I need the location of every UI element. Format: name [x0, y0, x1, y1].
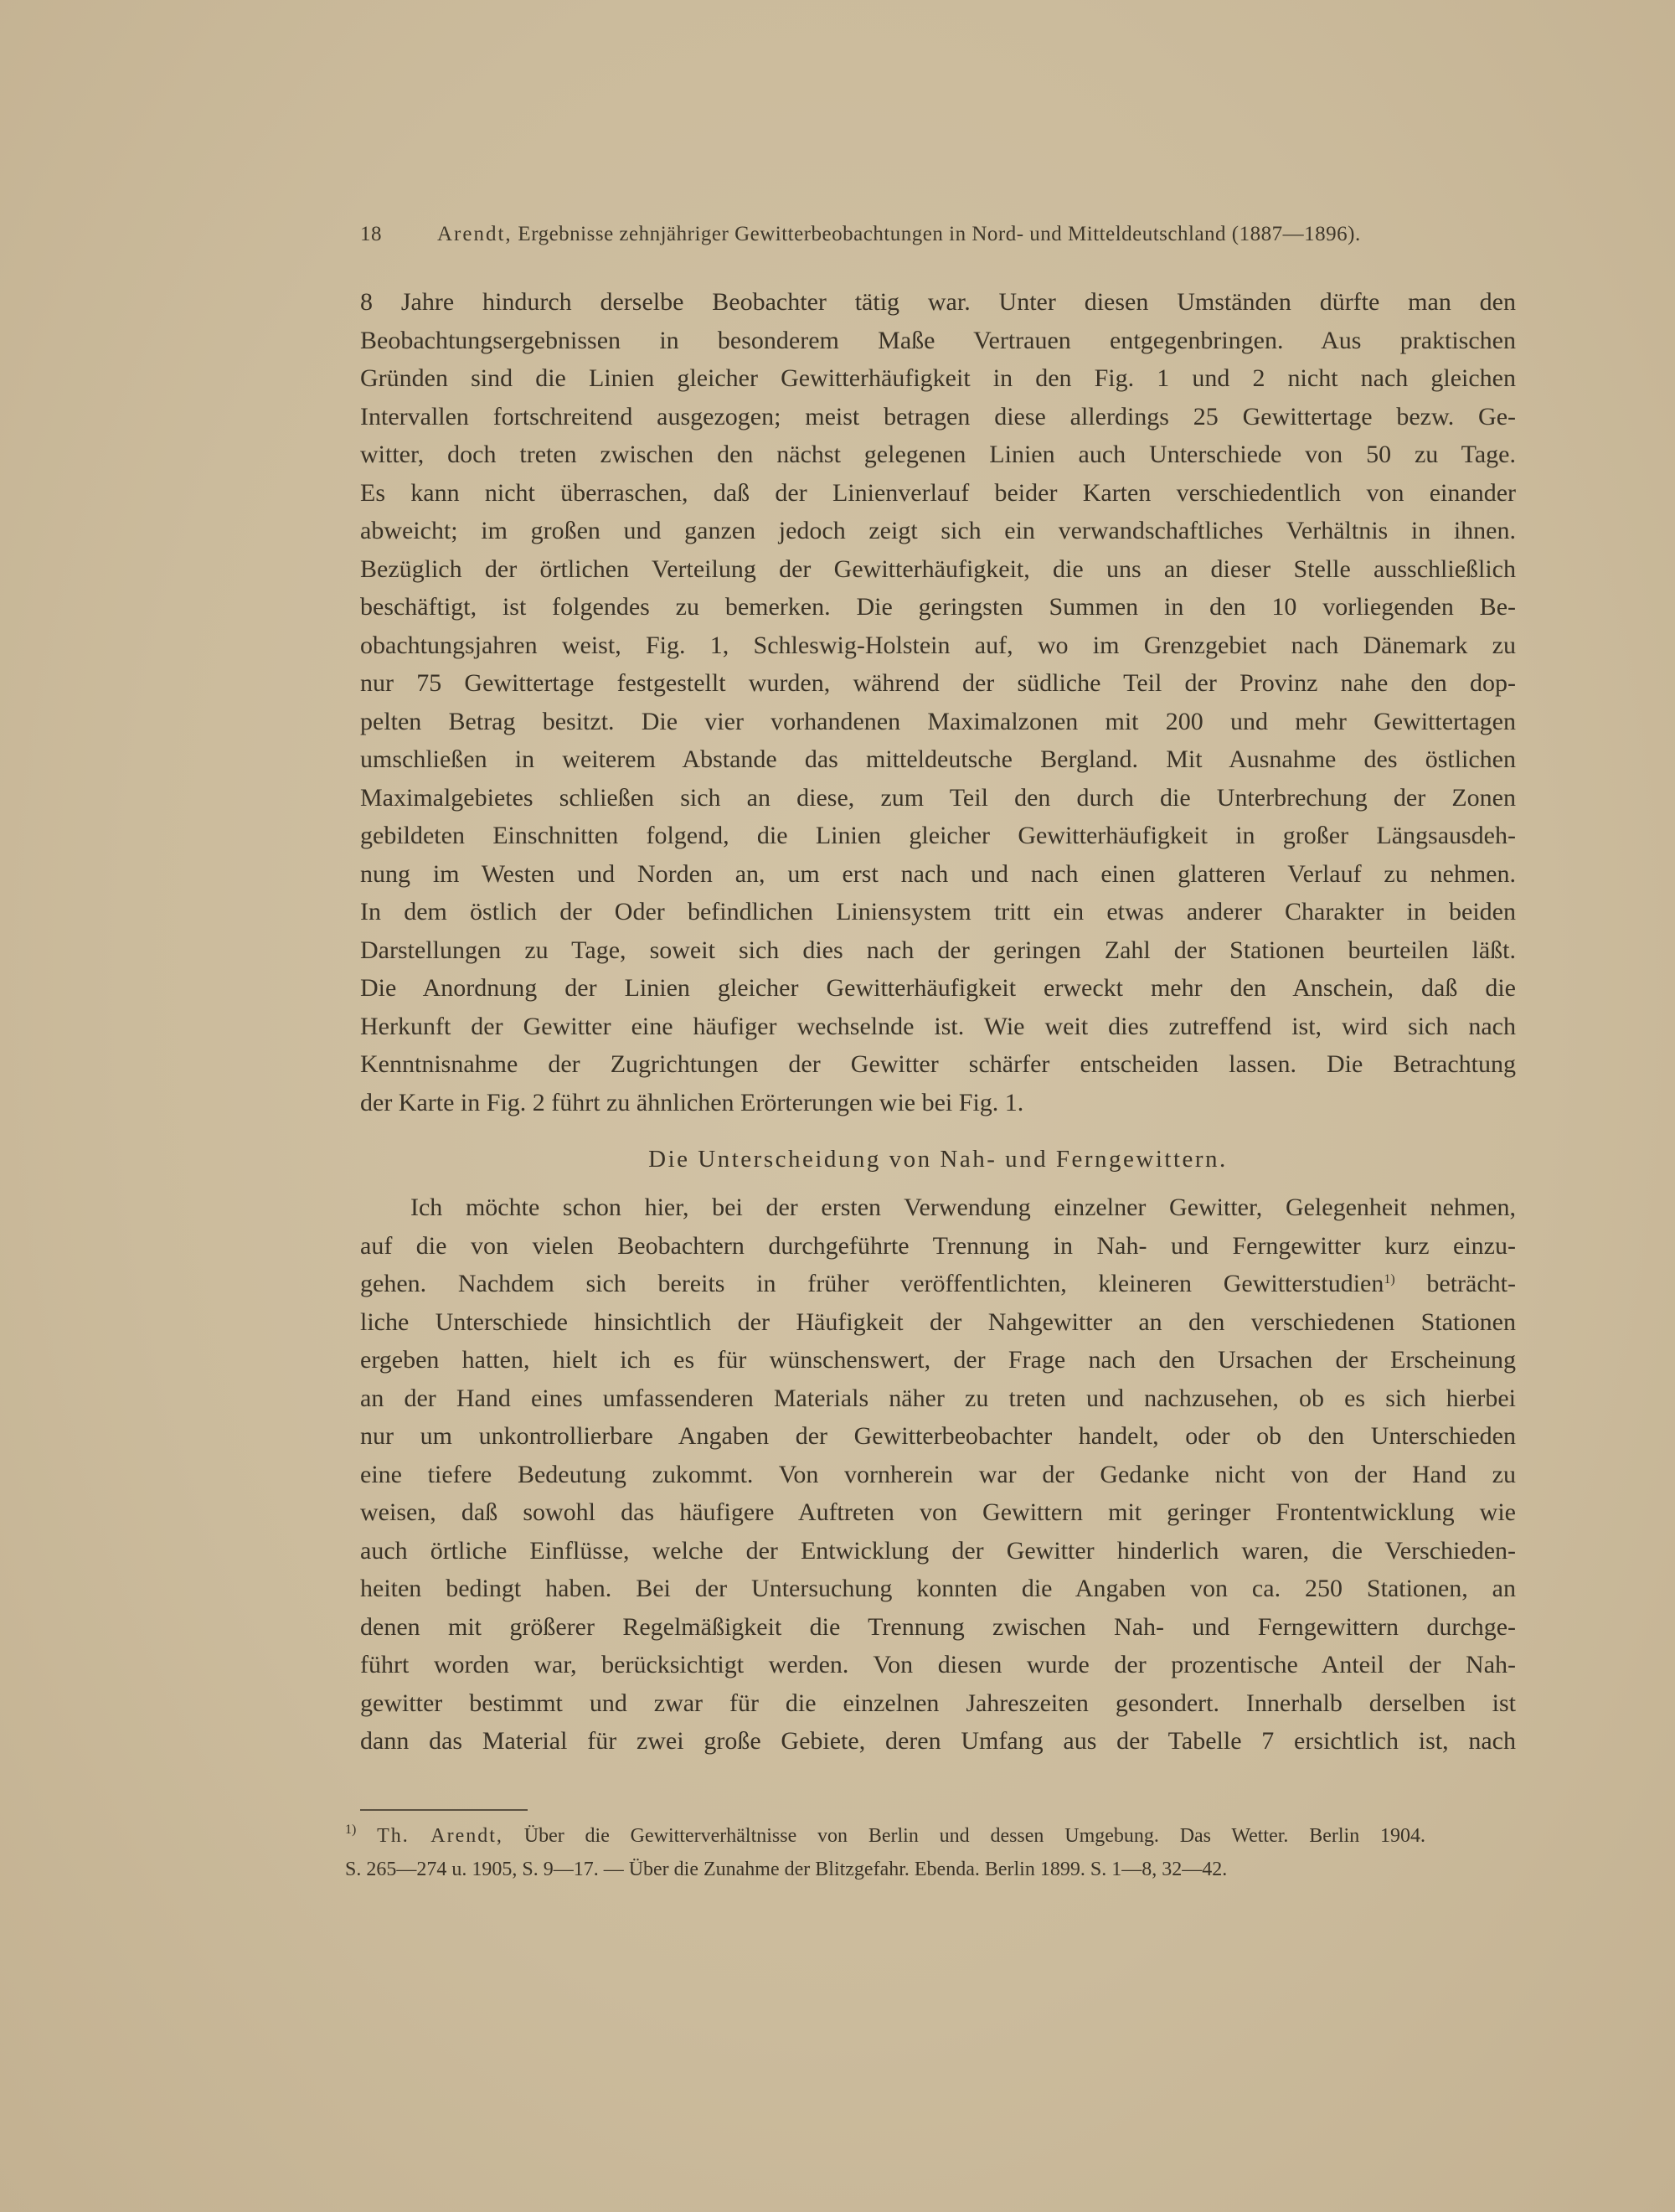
- text-line: beschäftigt, ist folgendes zu bemerken. Die geringsten Summen in den 10 vorliegenden Be-: [360, 593, 1516, 621]
- text-line: Darstellungen zu Tage, soweit sich dies nach der geringen Zahl der Stationen beurteilen läßt.: [360, 936, 1516, 964]
- text-line: Es kann nicht überraschen, daß der Linienverlauf beider Karten verschiedentlich von einander: [360, 478, 1516, 507]
- text-line: weisen, daß sowohl das häufigere Auftreten von Gewittern mit geringer Frontentwicklung wie: [360, 1498, 1516, 1526]
- text-line: gebildeten Einschnitten folgend, die Linien gleicher Gewitterhäufigkeit in großer Längsausdeh-: [360, 822, 1516, 849]
- footnotes: [345, 1819, 1425, 1886]
- paragraph-continued: [360, 283, 1516, 1121]
- running-header: [360, 223, 1449, 246]
- footnote-line: [345, 1819, 1425, 1853]
- text-line: nur 75 Gewittertage festgestellt wurden, während der südliche Teil der Provinz nahe den dop-: [360, 669, 1516, 697]
- text-line: auch örtliche Einflüsse, welche der Entwicklung der Gewitter hinderlich waren, die Verschieden-: [360, 1536, 1516, 1565]
- text-line: Kenntnisnahme der Zugrichtungen der Gewitter schärfer entscheiden lassen. Die Betrachtung: [360, 1050, 1516, 1078]
- text-line: denen mit größerer Regelmäßigkeit die Trennung zwischen Nah- und Ferngewittern durchge-: [360, 1612, 1516, 1641]
- text-line: Ich möchte schon hier, bei der ersten Verwendung einzelner Gewitter, Gelegenheit nehmen,: [410, 1194, 1516, 1221]
- text-line: obachtungsjahren weist, Fig. 1, Schleswig-Holstein auf, wo im Grenzgebiet nach Dänemark zu: [360, 631, 1516, 659]
- text-line: nung im Westen und Norden an, um erst nach und nach einen glatteren Verlauf zu nehmen.: [360, 859, 1516, 888]
- text-line: Gründen sind die Linien gleicher Gewitterhäufigkeit in den Fig. 1 und 2 nicht nach gleichen: [360, 364, 1516, 392]
- text-line: witter, doch treten zwischen den nächst gelegenen Linien auch Unterschiede von 50 zu Tage.: [360, 441, 1516, 468]
- text-line: führt worden war, berücksichtigt werden. Von diesen wurde der prozentische Anteil der Nah-: [360, 1651, 1516, 1678]
- paragraph: [360, 1188, 1516, 1761]
- text-line: Maximalgebietes schließen sich an diese, zum Teil den durch die Unterbrechung der Zonen: [360, 783, 1516, 812]
- header-title: Ergebnisse zehnjähriger Gewitterbeobachtungen in Nord- und Mitteldeutschland (1887—1896).: [518, 223, 1361, 245]
- text-line: nur um unkontrollierbare Angaben der Gewitterbeobachter handelt, oder ob den Unterschieden: [360, 1422, 1516, 1450]
- footnote-text: Über die Gewitterverhältnisse von Berlin und dessen Umgebung. Das Wetter. Berlin 1904.: [502, 1825, 1426, 1847]
- header-author: Arendt,: [437, 223, 513, 245]
- text-segment: beträcht-: [1394, 1270, 1516, 1297]
- text-line: Die Anordnung der Linien gleicher Gewitterhäufigkeit erweckt mehr den Anschein, daß die: [360, 974, 1516, 1002]
- text-line: an der Hand eines umfassenderen Materials näher zu treten und nachzusehen, ob es sich hierbei: [360, 1384, 1516, 1412]
- footnote-author: Th. Arendt,: [377, 1825, 503, 1847]
- text-line: Beobachtungsergebnissen in besonderem Maße Vertrauen entgegenbringen. Aus praktischen: [360, 326, 1516, 354]
- text-line: ergeben hatten, hielt ich es für wünschenswert, der Frage nach den Ursachen der Erscheinung: [360, 1346, 1516, 1374]
- text-line-with-footnote: [360, 1265, 1516, 1303]
- text-line: heiten bedingt haben. Bei der Untersuchung konnten die Angaben von ca. 250 Stationen, an: [360, 1575, 1516, 1602]
- body-text: [360, 283, 1516, 1761]
- text-line: 8 Jahre hindurch derselbe Beobachter tätig war. Unter diesen Umständen dürfte man den: [360, 288, 1516, 316]
- page-number: 18: [360, 223, 382, 245]
- text-line: pelten Betrag besitzt. Die vier vorhandenen Maximalzonen mit 200 und mehr Gewittertagen: [360, 707, 1516, 735]
- text-line: umschließen in weiterem Abstande das mitteldeutsche Bergland. Mit Ausnahme des östlichen: [360, 745, 1516, 773]
- text-line: Intervallen fortschreitend ausgezogen; meist betragen diese allerdings 25 Gewittertage bezw. Ge-: [360, 402, 1516, 431]
- text-line: Herkunft der Gewitter eine häufiger wechselnde ist. Wie weit dies zutreffend ist, wird sich nach: [360, 1012, 1516, 1040]
- footnote-marker: 1): [345, 1823, 357, 1837]
- text-line: auf die von vielen Beobachtern durchgeführte Trennung in Nah- und Ferngewitter kurz einzu-: [360, 1231, 1516, 1260]
- footnote-line: S. 265—274 u. 1905, S. 9—17. — Über die Zunahme der Blitzgefahr. Ebenda. Berlin 1899. S. 1—8, 32—42.: [345, 1859, 1228, 1880]
- text-line: liche Unterschiede hinsichtlich der Häufigkeit der Nahgewitter an den verschiedenen Stationen: [360, 1307, 1516, 1336]
- text-line: Bezüglich der örtlichen Verteilung der Gewitterhäufigkeit, die uns an dieser Stelle ausschließlich: [360, 554, 1516, 583]
- text-line: dann das Material für zwei große Gebiete, deren Umfang aus der Tabelle 7 ersichtlich ist, nach: [360, 1727, 1516, 1755]
- section-heading: Die Unterscheidung von Nah- und Ferngewittern.: [648, 1146, 1228, 1173]
- text-line: In dem östlich der Oder befindlichen Liniensystem tritt ein etwas anderer Charakter in beiden: [360, 898, 1516, 926]
- text-segment: gehen. Nachdem sich bereits in früher veröffentlichten, kleineren Gewitterstudien: [360, 1270, 1384, 1297]
- text-line: abweicht; im großen und ganzen jedoch zeigt sich ein verwandschaftliches Verhältnis in ihnen.: [360, 517, 1516, 544]
- text-line: der Karte in Fig. 2 führt zu ähnlichen Erörterungen wie bei Fig. 1.: [360, 1088, 1024, 1116]
- text-line: gewitter bestimmt und zwar für die einzelnen Jahreszeiten gesondert. Innerhalb derselben ist: [360, 1689, 1516, 1717]
- footnote-ref[interactable]: 1): [1384, 1272, 1395, 1286]
- footnote-divider: [360, 1809, 528, 1811]
- text-line: eine tiefere Bedeutung zukommt. Von vornherein war der Gedanke nicht von der Hand zu: [360, 1460, 1516, 1488]
